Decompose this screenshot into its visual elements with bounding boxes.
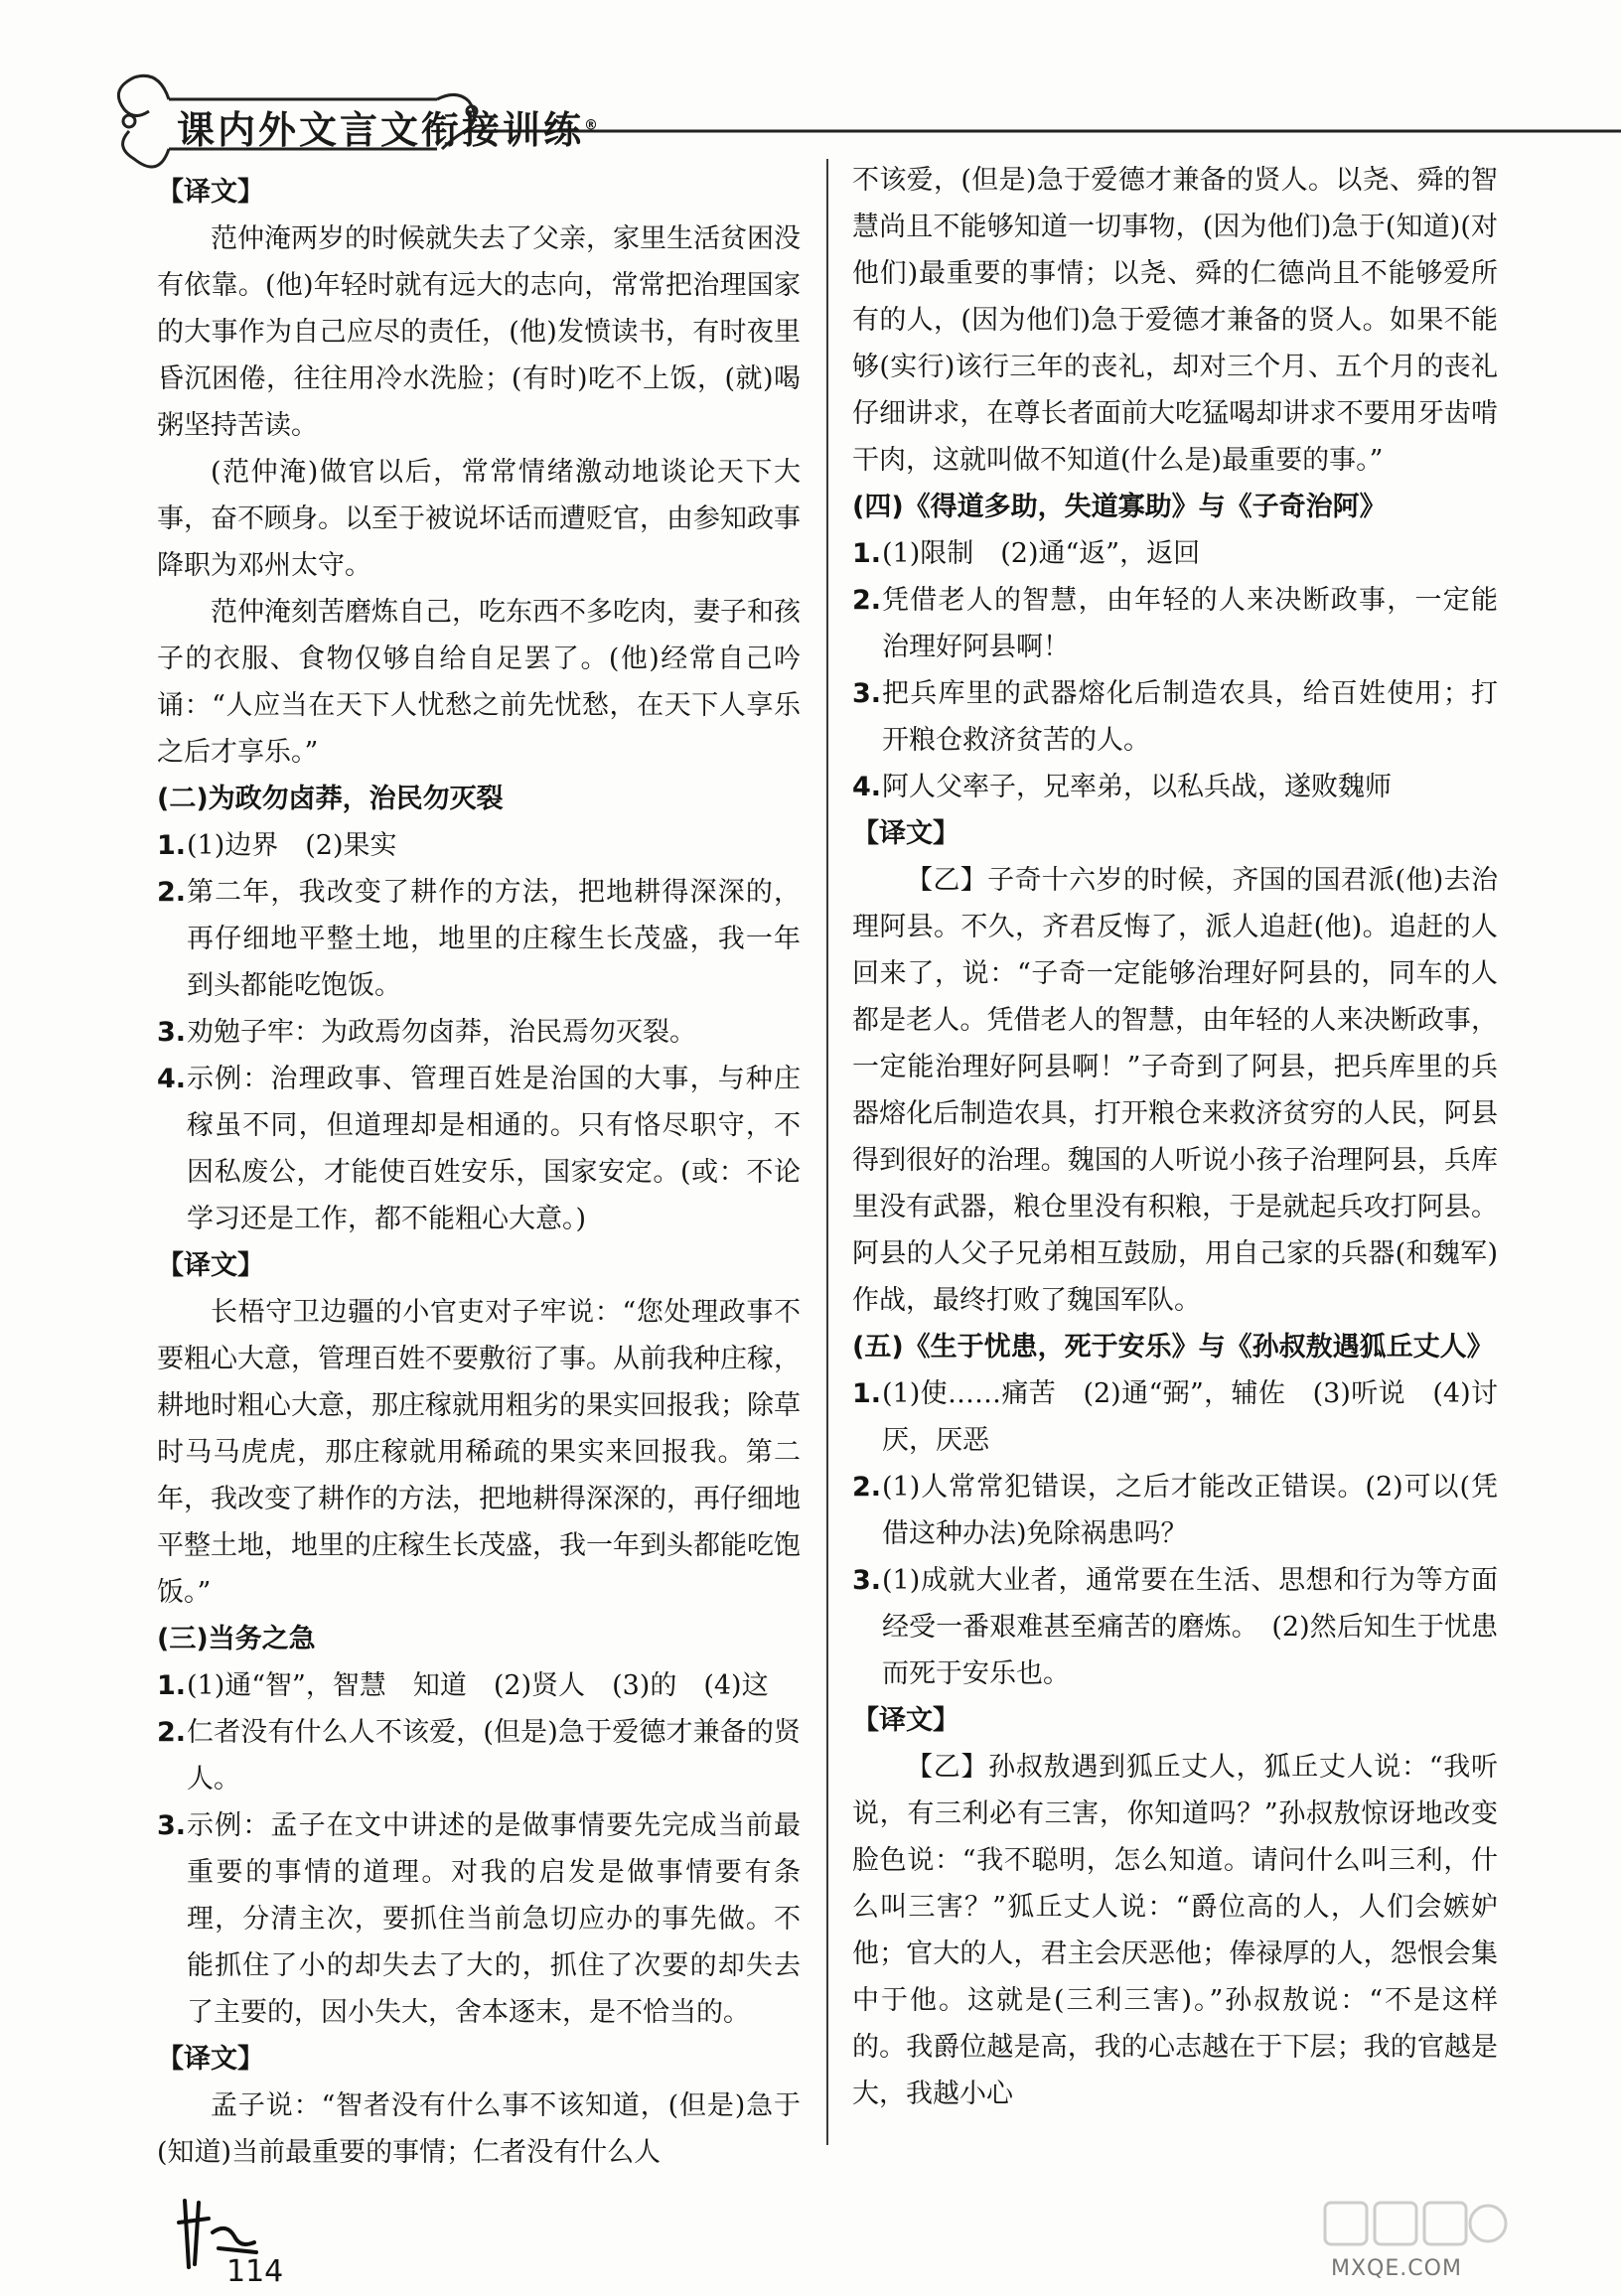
answer-item <box>852 1557 1498 1697</box>
translation-paragraph: 孟子说：“智者没有什么事不该知道，(但是)急于(知道)当前最重要的事情；仁者没有什么人 <box>157 2090 801 2168</box>
section-heading: (二)为政勿卤莽，治民勿灭裂 <box>157 784 504 814</box>
translation-paragraph: 不该爱，(但是)急于爱德才兼备的贤人。以尧、舜的智慧尚且不能够知道一切事物，(因为他们)急于(知道)(对他们)最重要的事情；以尧、舜的仁德尚且不能够爱所有的人，(因为他们)急于爱德才兼备的贤人。如果不能够(实行)该行三年的丧礼，却对三个月、五个月的丧礼仔细讲求，在尊长者面前大吃猛喝却讲求不要用牙齿啃干肉，这就叫做不知道(什么是)最重要的事。” <box>852 165 1498 476</box>
answer-text: 仁者没有什么人不该爱，(但是)急于爱德才兼备的贤人。 <box>187 1717 801 1794</box>
answer-text: 示例：孟子在文中讲述的是做事情要先完成当前最重要的事情的道理。对我的启发是做事情要有条理，分清主次，要抓住当前急切应办的事先做。不能抓住了小的却失去了大的，抓住了次要的却失去了主要的，因小失大，舍本逐末，是不恰当的。 <box>187 1810 801 2028</box>
header-title: 课内外文言文衔接训练® <box>177 108 602 152</box>
answer-number: 4. <box>852 772 882 802</box>
answer-item <box>157 1056 801 1242</box>
answer-text: 阿人父率子，兄率弟，以私兵战，遂败魏师 <box>882 772 1392 802</box>
answer-number: 3. <box>157 1810 187 1841</box>
translation-paragraph: 范仲淹刻苦磨炼自己，吃东西不多吃肉，妻子和孩子的衣服、食物仅够自给自足罢了。(他)经常自己吟诵：“人应当在天下人忧愁之前先忧愁，在天下人享乐之后才享乐。” <box>157 597 801 768</box>
answer-text: (1)边界 (2)果实 <box>187 830 397 861</box>
answer-text: 把兵库里的武器熔化后制造农具，给百姓使用；打开粮仓救济贫苦的人。 <box>882 678 1498 756</box>
answer-text: (1)成就大业者，通常要在生活、思想和行为等方面经受一番艰难甚至痛苦的磨炼。 (2)然后知生于忧患而死于安乐也。 <box>882 1565 1498 1689</box>
section-label: 【译文】 <box>157 1250 264 1281</box>
answer-text: (1)使……痛苦 (2)通“弼”，辅佐 (3)听说 (4)讨厌，厌恶 <box>882 1378 1498 1456</box>
answer-text: 劝勉子牢：为政焉勿卤莽，治民焉勿灭裂。 <box>187 1017 696 1048</box>
translation-paragraph: 【乙】子奇十六岁的时候，齐国的国君派(他)去治理阿县。不久，齐君反悔了，派人追赶(他)。追赶的人回来了，说：“子奇一定能够治理好阿县的，同车的人都是老人。凭借老人的智慧，由年轻的人来决断政事，一定能治理好阿县啊！”子奇到了阿县，把兵库里的兵器熔化后制造农具，打开粮仓来救济贫穷的人民，阿县得到很好的治理。魏国的人听说小孩子治理阿县，兵库里没有武器，粮仓里没有积粮，于是就起兵攻打阿县。阿县的人父子兄弟相互鼓励，用自己家的兵器(和魏军)作战，最终打败了魏国军队。 <box>852 865 1498 1316</box>
section-label: 【译文】 <box>157 2044 264 2075</box>
answer-item <box>157 1802 801 2036</box>
answer-number: 1. <box>157 1670 187 1701</box>
translation-paragraph: 范仲淹两岁的时候就失去了父亲，家里生活贫困没有依靠。(他)年轻时就有远大的志向，常常把治理国家的大事作为自己应尽的责任，(他)发愤读书，有时夜里昏沉困倦，往往用冷水洗脸；(有时)吃不上饭，(就)喝粥坚持苦读。 <box>157 223 801 441</box>
answer-item <box>157 869 801 1009</box>
translation-paragraph: 长梧守卫边疆的小官吏对子牢说：“您处理政事不要粗心大意，管理百姓不要敷衍了事。从前我种庄稼，耕地时粗心大意，那庄稼就用粗劣的果实回报我；除草时马马虎虎，那庄稼就用稀疏的果实来回报我。第二年，我改变了耕作的方法，把地耕得深深的，再仔细地平整土地，地里的庄稼生长茂盛，我一年到头都能吃饱饭。” <box>157 1297 801 1608</box>
answer-text: (1)通“智”，智慧 知道 (2)贤人 (3)的 (4)这 <box>187 1670 769 1701</box>
section-label: 【译文】 <box>852 1705 959 1736</box>
section-heading: (四)《得道多助，失道寡助》与《子奇治阿》 <box>852 492 1387 522</box>
answer-text: 示例：治理政事、管理百姓是治国的大事，与种庄稼虽不同，但道理却是相通的。只有恪尽职守，不因私废公，才能使百姓安乐，国家安定。(或：不论学习还是工作，都不能粗心大意。) <box>187 1064 801 1234</box>
answer-item <box>852 530 1498 577</box>
answer-text: 第二年，我改变了耕作的方法，把地耕得深深的，再仔细地平整土地，地里的庄稼生长茂盛，我一年到头都能吃饱饭。 <box>187 877 801 1001</box>
answer-text: (1)限制 (2)通“返”，返回 <box>882 538 1201 569</box>
answer-number: 4. <box>157 1064 187 1094</box>
answer-number: 1. <box>157 830 187 861</box>
section-heading: (五)《生于忧患，死于安乐》与《孙叔敖遇狐丘丈人》 <box>852 1332 1494 1363</box>
answer-text: (1)人常常犯错误，之后才能改正错误。(2)可以(凭借这种办法)免除祸患吗？ <box>882 1472 1498 1549</box>
answer-number: 2. <box>852 585 882 616</box>
answer-text: 凭借老人的智慧，由年轻的人来决断政事，一定能治理好阿县啊！ <box>882 585 1498 662</box>
answer-item <box>852 764 1498 810</box>
answer-number: 1. <box>852 538 882 569</box>
answer-item <box>157 1009 801 1056</box>
translation-paragraph: (范仲淹)做官以后，常常情绪激动地谈论天下大事，奋不顾身。以至于被说坏话而遭贬官，由参知政事降职为邓州太守。 <box>157 457 801 581</box>
translation-paragraph: 【乙】孙叔敖遇到狐丘丈人，狐丘丈人说：“我听说，有三利必有三害，你知道吗？”孙叔敖惊讶地改变脸色说：“我不聪明，怎么知道。请问什么叫三利，什么叫三害？”狐丘丈人说：“爵位高的人，人们会嫉妒他；官大的人，君主会厌恶他；俸禄厚的人，怨恨会集中于他。这就是(三利三害)。”孙叔敖说：“不是这样的。我爵位越是高，我的心志越在于下层；我的官越是大，我越小心 <box>852 1752 1498 2109</box>
answer-number: 2. <box>852 1472 882 1503</box>
left-column <box>157 169 801 2176</box>
answer-number: 2. <box>157 877 187 908</box>
page-number: 114 <box>226 2254 284 2289</box>
answer-item <box>852 1464 1498 1557</box>
column-divider <box>826 159 828 2145</box>
section-label: 【译文】 <box>852 818 959 849</box>
answer-item <box>852 670 1498 764</box>
answer-item <box>157 822 801 869</box>
section-label: 【译文】 <box>157 177 264 208</box>
answer-number: 3. <box>852 1565 882 1596</box>
watermark-logo-icon <box>1321 2195 1510 2254</box>
answer-item <box>852 1370 1498 1464</box>
watermark-text: MXQE.COM <box>1331 2256 1462 2281</box>
answer-number: 2. <box>157 1717 187 1748</box>
answer-item <box>157 1709 801 1802</box>
right-column <box>852 157 1498 2117</box>
answer-number: 1. <box>852 1378 882 1409</box>
answer-number: 3. <box>157 1017 187 1048</box>
answer-item <box>852 577 1498 670</box>
page-header <box>99 60 1621 169</box>
answer-number: 3. <box>852 678 882 709</box>
answer-item <box>157 1662 801 1709</box>
section-heading: (三)当务之急 <box>157 1624 316 1654</box>
